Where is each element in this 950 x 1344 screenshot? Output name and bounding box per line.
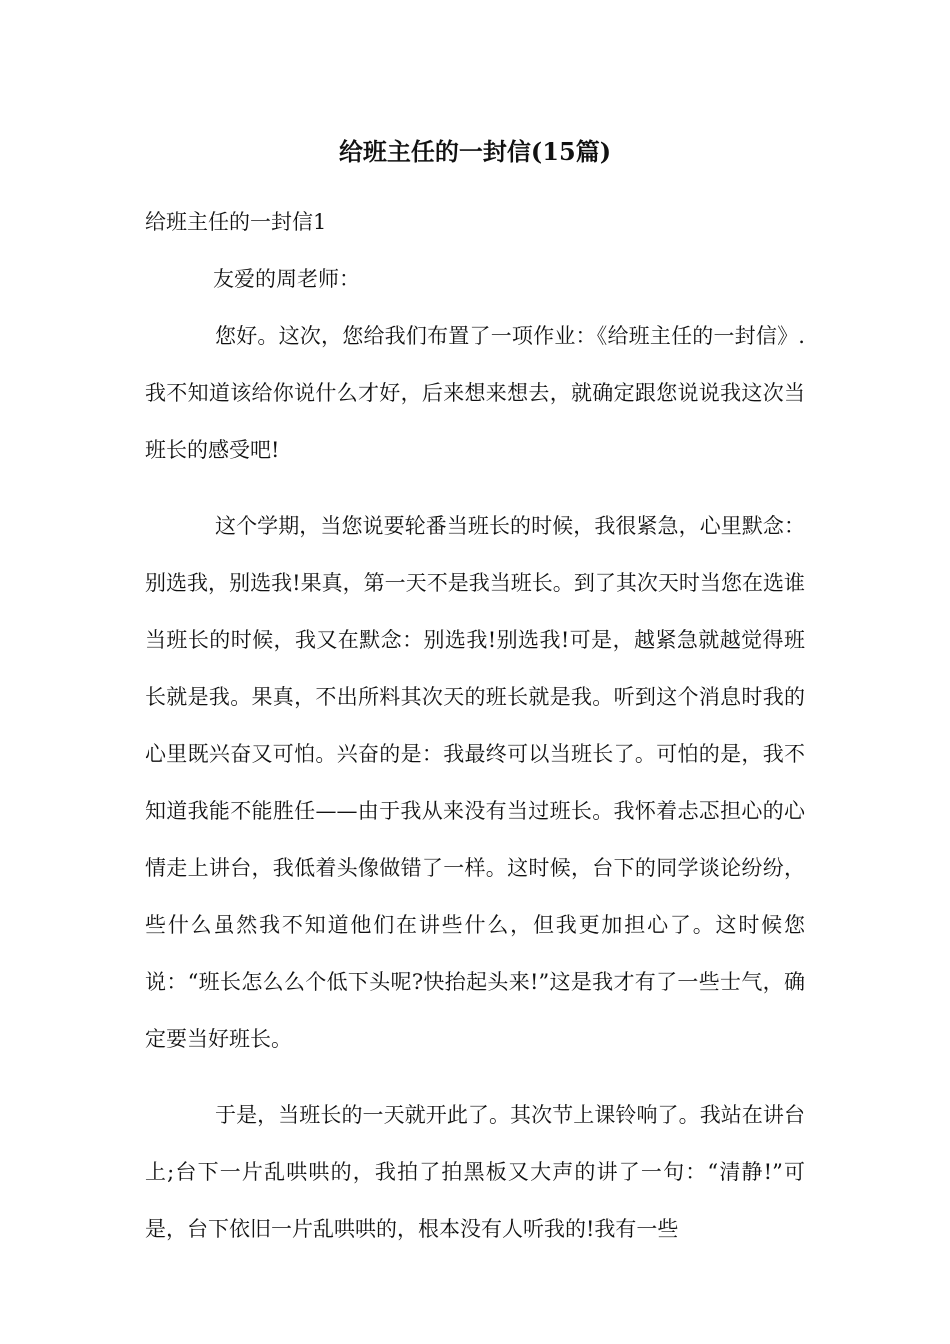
- paragraph: 于是，当班长的一天就开此了。其次节上课铃响了。我站在讲台上;台下一片乱哄哄的，我拍了拍黑板又大声的讲了一句：“清静!”可是，台下依旧一片乱哄哄的，根本没有人听我的!我有一些: [145, 1103, 805, 1241]
- paragraph: 这个学期，当您说要轮番当班长的时候，我很紧急，心里默念：别选我，别选我!果真，第一天不是我当班长。到了其次天时当您在选谁当班长的时候，我又在默念：别选我!别选我!可是，越紧急就越觉得班长就是我。果真，不出所料其次天的班长就是我。听到这个消息时我的心里既兴奋又可怕。兴奋的是：我最终可以当班长了。可怕的是，我不知道我能不能胜任——由于我从来没有当过班长。我怀着忐忑担心的心情走上讲台，我低着头像做错了一样。这时候，台下的同学谈论纷纷，些什么虽然我不知道他们在讲些什么，但我更加担心了。这时候您说：“班长怎么么个低下头呢?快抬起头来!”这是我才有了一些士气，确定要当好班长。: [145, 514, 805, 1051]
- document-title: 给班主任的一封信(15篇): [338, 137, 612, 166]
- salutation: 友爱的周老师：: [213, 267, 360, 291]
- document-body: [145, 203, 805, 1258]
- paragraph: 您好。这次，您给我们布置了一项作业：《给班主任的一封信》.我不知道该给你说什么才好，后来想来想去，就确定跟您说说我这次当班长的感受吧!: [145, 324, 805, 462]
- section-heading: 给班主任的一封信1: [145, 210, 327, 234]
